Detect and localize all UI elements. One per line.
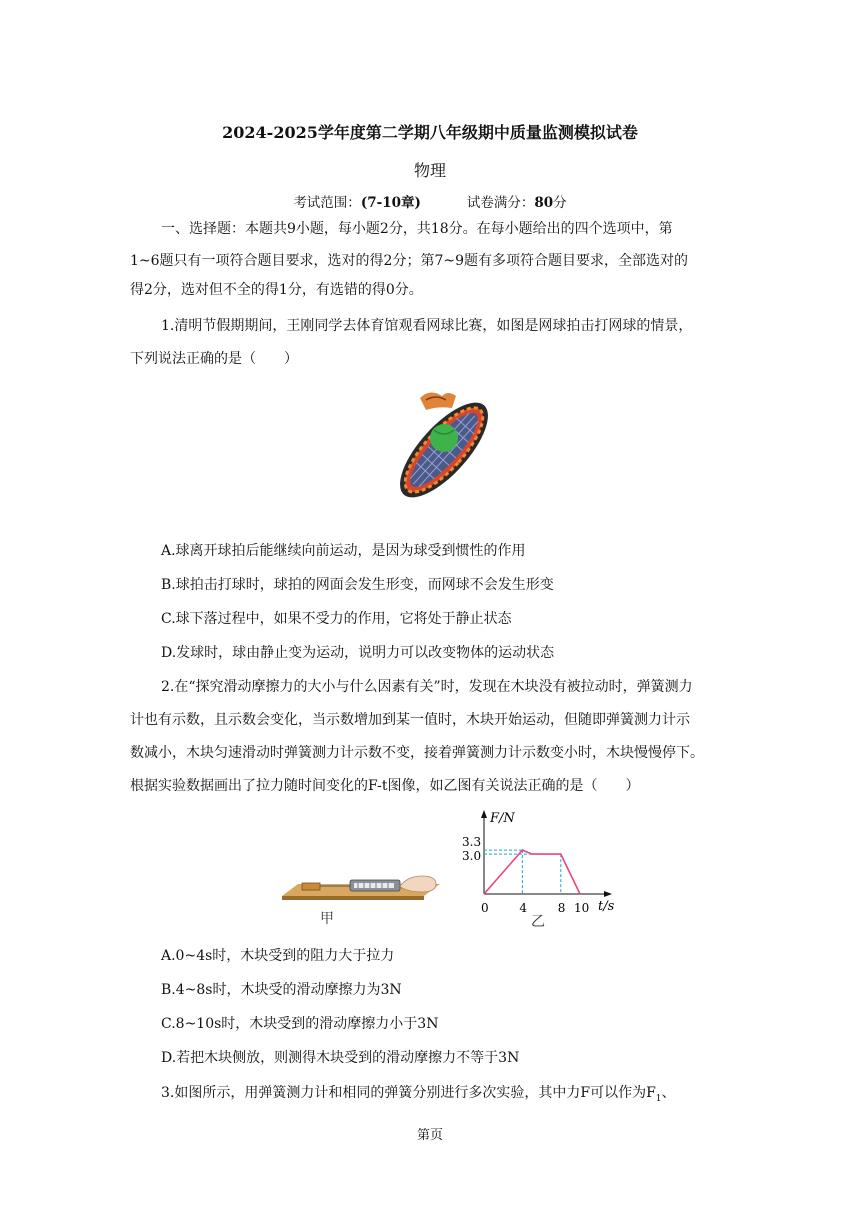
x-tick-label: 10 xyxy=(574,901,590,915)
score-label: 试卷满分： xyxy=(466,195,535,211)
y-tick-label: 3.3 xyxy=(462,835,482,850)
fig-label-jia: 甲 xyxy=(320,911,334,926)
q2-stem-line1: 2.在“探究滑动摩擦力的大小与什么因素有关”时，发现在木块没有被拉动时，弹簧测力 xyxy=(161,679,693,695)
q3-subscript: 1 xyxy=(655,1093,662,1104)
tennis-racket-image xyxy=(386,388,502,512)
ft-chart xyxy=(460,806,620,930)
scope-label: 考试范围： xyxy=(293,195,361,211)
page-footer: 第页 xyxy=(416,1128,443,1143)
q1-stem-line1: 1.清明节假期期间，王刚同学去体育馆观看网球比赛，如图是网球拍击打网球的情景， xyxy=(161,318,693,334)
y-axis-label: F/N xyxy=(490,811,515,826)
q2-option-a: A.0~4s时，木块受到的阻力大于拉力 xyxy=(161,948,395,964)
q3-stem-line1 xyxy=(161,1082,676,1104)
score-value: 80 xyxy=(534,195,554,211)
x-tick-label: 0 xyxy=(481,901,489,915)
q1-option-c: C.球下落过程中，如果不受力的作用，它将处于静止状态 xyxy=(161,611,512,627)
q1-option-b: B.球拍击打球时，球拍的网面会发生形变，而网球不会发生形变 xyxy=(161,577,554,593)
fig-label-yi: 乙 xyxy=(531,914,545,930)
q2-option-c: C.8~10s时，木块受到的滑动摩擦力小于3N xyxy=(161,1016,439,1032)
q1-option-d: D.发球时，球由静止变为运动，说明力可以改变物体的运动状态 xyxy=(161,645,555,661)
q3-stem-tail: 、 xyxy=(661,1085,676,1101)
q2-stem-line2: 计也有示数，且示数会变化，当示数增加到某一值时，木块开始运动，但随即弹簧测力计示 xyxy=(130,712,690,728)
q3-stem-text: 3.如图所示，用弹簧测力计和相同的弹簧分别进行多次实验，其中力F可以作为F xyxy=(161,1085,656,1101)
scope-value: (7-10章) xyxy=(360,195,421,211)
y-tick-label: 3.0 xyxy=(462,849,482,864)
exam-subject: 物理 xyxy=(413,161,446,180)
q2-option-b: B.4~8s时，木块受的滑动摩擦力为3N xyxy=(161,982,402,998)
section1-line2: 1~6题只有一项符合题目要求，选对的得2分；第7~9题有多项符合题目要求，全部选对的 xyxy=(130,253,688,269)
x-tick-label: 4 xyxy=(519,901,528,915)
x-tick-label: 8 xyxy=(557,901,566,915)
q2-stem-line4: 根据实验数据画出了拉力随时间变化的F-t图像，如乙图有关说法正确的是（ ） xyxy=(130,778,640,794)
y-axis-arrow xyxy=(481,810,487,818)
x-axis-arrow xyxy=(604,891,612,897)
q1-option-a: A.球离开球拍后能继续向前运动，是因为球受到惯性的作用 xyxy=(161,543,526,559)
section1-line1: 一、选择题：本题共9小题，每小题2分，共18分。在每小题给出的四个选项中，第 xyxy=(161,221,673,237)
section1-line3: 得2分，选对但不全的得1分，有选错的得0分。 xyxy=(130,282,423,298)
q2-option-d: D.若把木块侧放，则测得木块受到的滑动摩擦力不等于3N xyxy=(161,1050,520,1066)
exam-title: 2024-2025学年度第二学期八年级期中质量监测模拟试卷 xyxy=(222,123,638,142)
spring-scale-image xyxy=(280,846,440,926)
x-axis-label: t/s xyxy=(598,899,615,914)
q2-stem-line3: 数减小，木块匀速滑动时弹簧测力计示数不变，接着弹簧测力计示数变小时，木块慢慢停下。 xyxy=(130,745,704,761)
q1-stem-line2: 下列说法正确的是（ ） xyxy=(130,351,298,367)
score-unit: 分 xyxy=(553,195,567,211)
force-series-line xyxy=(484,850,580,894)
exam-info xyxy=(0,191,860,211)
